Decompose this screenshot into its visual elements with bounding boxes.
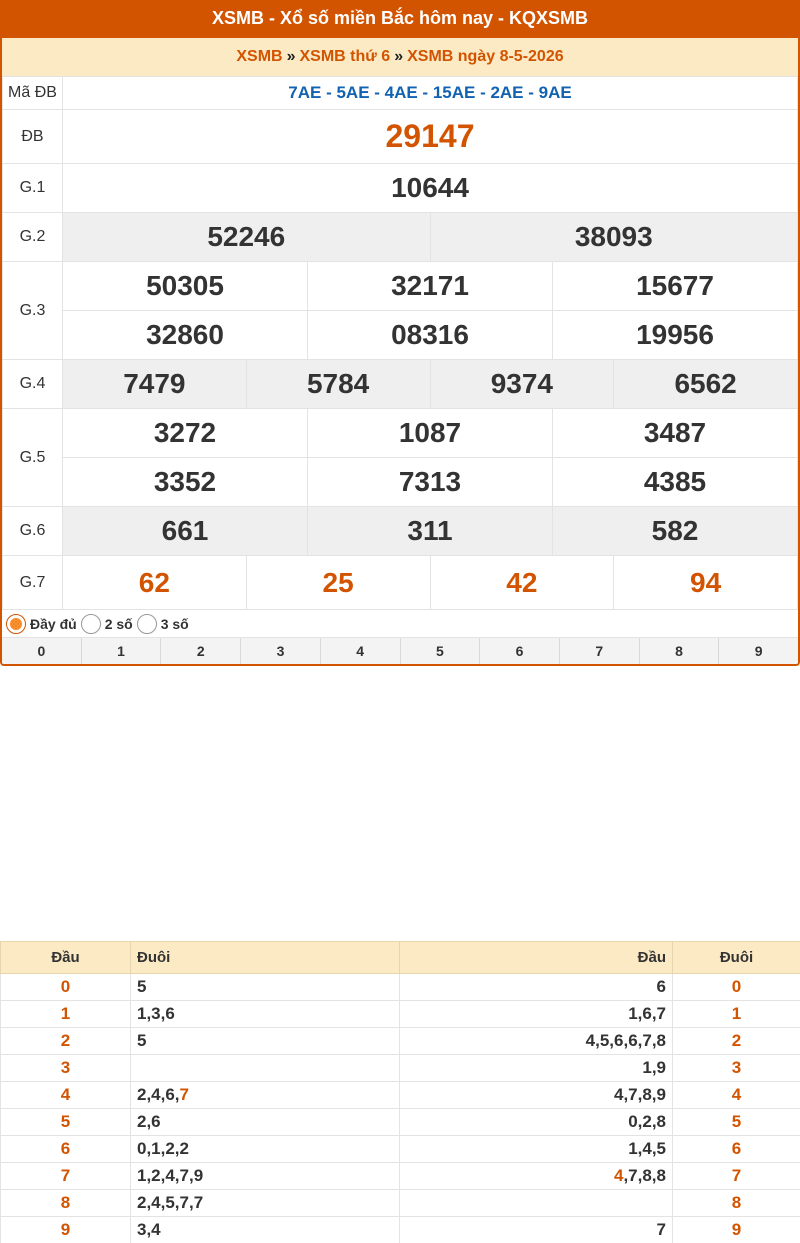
loto-tail-digit: 2 xyxy=(673,1028,800,1055)
loto-tail-digit: 7 xyxy=(673,1163,800,1190)
digit-filter-7[interactable]: 7 xyxy=(560,638,640,665)
g5-label: G.5 xyxy=(3,409,63,507)
g3-number: 15677 xyxy=(553,262,798,311)
g7-label: G.7 xyxy=(3,556,63,610)
loto-header-duoi: Đuôi xyxy=(673,942,800,974)
madb-value: 7AE - 5AE - 4AE - 15AE - 2AE - 9AE xyxy=(63,77,798,110)
digit-filter-4[interactable]: 4 xyxy=(321,638,401,665)
digit-filter-2[interactable]: 2 xyxy=(161,638,241,665)
option-full-label: Đầy đủ xyxy=(30,615,77,632)
db-number: 29147 xyxy=(63,110,798,164)
loto-tails: 5 xyxy=(131,1028,400,1055)
loto-head-digit: 2 xyxy=(1,1028,131,1055)
loto-tail-digit: 3 xyxy=(673,1055,800,1082)
g3-number: 19956 xyxy=(553,311,798,360)
loto-header-dau: Đầu xyxy=(400,942,673,974)
loto-tails: 0,1,2,2 xyxy=(131,1136,400,1163)
g5-number: 4385 xyxy=(553,458,798,507)
breadcrumb-link-date[interactable]: XSMB ngày 8-5-2026 xyxy=(407,48,564,65)
digit-filter-3[interactable]: 3 xyxy=(241,638,321,665)
radio-full[interactable] xyxy=(6,614,26,634)
radio-two-digits[interactable] xyxy=(81,614,101,634)
g1-label: G.1 xyxy=(3,164,63,213)
row-g3 xyxy=(3,262,798,311)
g3-label: G.3 xyxy=(3,262,63,360)
table-row xyxy=(1,1028,800,1055)
loto-heads xyxy=(400,1190,673,1217)
table-row xyxy=(1,1136,800,1163)
digit-filter-9[interactable]: 9 xyxy=(754,643,763,659)
g4-number: 5784 xyxy=(246,360,430,409)
radio-three-digits[interactable] xyxy=(137,614,157,634)
loto-head-digit: 0 xyxy=(1,974,131,1001)
loto-tails-text: 2,4,6, xyxy=(137,1085,180,1104)
loto-tails xyxy=(131,1055,400,1082)
loto-header-dau: Đầu xyxy=(1,942,131,974)
page-title: XSMB - Xổ số miền Bắc hôm nay - KQXSMB xyxy=(2,0,798,38)
loto-tails xyxy=(131,1082,400,1109)
g2-label: G.2 xyxy=(3,213,63,262)
table-row xyxy=(1,1055,800,1082)
g7-number: 94 xyxy=(614,556,798,610)
loto-tails: 2,4,5,7,7 xyxy=(131,1190,400,1217)
g5-number: 1087 xyxy=(308,409,553,458)
digit-filter-6[interactable]: 6 xyxy=(480,638,560,665)
option-two-digits-label: 2 số xyxy=(104,615,133,632)
row-madb xyxy=(3,77,798,110)
table-row xyxy=(1,1217,800,1243)
loto-heads: 1,6,7 xyxy=(400,1001,673,1028)
row-g5-b xyxy=(3,458,798,507)
db-label: ĐB xyxy=(3,110,63,164)
row-g5 xyxy=(3,409,798,458)
digit-filter-1[interactable]: 1 xyxy=(82,638,162,665)
loto-heads: 4,5,6,6,7,8 xyxy=(400,1028,673,1055)
madb-label: Mã ĐB xyxy=(3,77,63,110)
loto-tails: 1,2,4,7,9 xyxy=(131,1163,400,1190)
loto-heads-text: ,7,8,8 xyxy=(623,1166,666,1185)
loto-heads: 4,7,8,9 xyxy=(400,1082,673,1109)
loto-head-digit: 1 xyxy=(1,1001,131,1028)
loto-tail-digit: 8 xyxy=(673,1190,800,1217)
loto-tail-digit: 1 xyxy=(673,1001,800,1028)
loto-head-digit: 5 xyxy=(1,1109,131,1136)
g7-number: 62 xyxy=(63,556,247,610)
loto-heads: 7 xyxy=(400,1217,673,1243)
row-g2 xyxy=(3,213,798,262)
row-g7 xyxy=(3,556,798,610)
loto-head-digit: 8 xyxy=(1,1190,131,1217)
loto-heads: 6 xyxy=(400,974,673,1001)
g6-number: 582 xyxy=(553,507,798,556)
breadcrumb-separator: » xyxy=(394,48,404,65)
row-g3-b xyxy=(3,311,798,360)
option-two-digits[interactable] xyxy=(81,614,133,634)
loto-head-digit: 6 xyxy=(1,1136,131,1163)
digit-filter-8[interactable]: 8 xyxy=(640,638,720,665)
row-g6 xyxy=(3,507,798,556)
digit-filter-0[interactable]: 0 xyxy=(2,638,82,665)
g6-number: 311 xyxy=(308,507,553,556)
option-three-digits[interactable] xyxy=(137,614,189,634)
table-row xyxy=(1,974,800,1001)
digit-filter-bar xyxy=(2,638,798,665)
table-row xyxy=(1,1082,800,1109)
loto-head-digit: 9 xyxy=(1,1217,131,1243)
loto-heads: 1,4,5 xyxy=(400,1136,673,1163)
loto-tail-digit: 5 xyxy=(673,1109,800,1136)
g4-label: G.4 xyxy=(3,360,63,409)
g7-number: 42 xyxy=(430,556,614,610)
g2-number: 38093 xyxy=(430,213,798,262)
loto-tail-digit: 4 xyxy=(673,1082,800,1109)
g5-number: 3487 xyxy=(553,409,798,458)
loto-head-digit: 3 xyxy=(1,1055,131,1082)
loto-tail-digit: 9 xyxy=(673,1217,800,1243)
loto-head-digit: 7 xyxy=(1,1163,131,1190)
g3-number: 50305 xyxy=(63,262,308,311)
digit-filter-5[interactable]: 5 xyxy=(401,638,481,665)
table-row xyxy=(1,1001,800,1028)
loto-table xyxy=(0,941,800,1243)
option-full[interactable] xyxy=(6,614,77,634)
row-g1 xyxy=(3,164,798,213)
g4-number: 7479 xyxy=(63,360,247,409)
g6-number: 661 xyxy=(63,507,308,556)
loto-tails-highlight: 7 xyxy=(179,1085,190,1104)
breadcrumb-link-weekday[interactable]: XSMB thứ 6 xyxy=(299,48,391,65)
loto-heads: 1,9 xyxy=(400,1055,673,1082)
g2-number: 52246 xyxy=(63,213,431,262)
table-row xyxy=(1,1163,800,1190)
g5-number: 7313 xyxy=(308,458,553,507)
display-options xyxy=(2,610,798,638)
loto-head-digit: 4 xyxy=(1,1082,131,1109)
g6-label: G.6 xyxy=(3,507,63,556)
g3-number: 32171 xyxy=(308,262,553,311)
loto-tails: 2,6 xyxy=(131,1109,400,1136)
g1-number: 10644 xyxy=(63,164,798,213)
row-db xyxy=(3,110,798,164)
breadcrumb-link-xsmb[interactable]: XSMB xyxy=(236,48,283,65)
loto-tail-digit: 6 xyxy=(673,1136,800,1163)
option-three-digits-label: 3 số xyxy=(160,615,189,632)
loto-header-duoi: Đuôi xyxy=(131,942,400,974)
g4-number: 9374 xyxy=(430,360,614,409)
breadcrumb-separator: » xyxy=(286,48,296,65)
table-row xyxy=(1,1190,800,1217)
g4-number: 6562 xyxy=(614,360,798,409)
table-row xyxy=(1,1109,800,1136)
loto-header-row xyxy=(1,942,800,974)
g3-number: 32860 xyxy=(63,311,308,360)
loto-tail-digit: 0 xyxy=(673,974,800,1001)
results-table xyxy=(2,76,798,610)
loto-tails: 3,4 xyxy=(131,1217,400,1243)
g3-number: 08316 xyxy=(308,311,553,360)
loto-heads xyxy=(400,1163,673,1190)
row-g4 xyxy=(3,360,798,409)
g5-number: 3272 xyxy=(63,409,308,458)
g5-number: 3352 xyxy=(63,458,308,507)
g7-number: 25 xyxy=(246,556,430,610)
loto-heads: 0,2,8 xyxy=(400,1109,673,1136)
loto-heads-highlight: 4 xyxy=(613,1166,624,1185)
loto-tails: 1,3,6 xyxy=(131,1001,400,1028)
breadcrumb xyxy=(2,38,798,76)
loto-tails: 5 xyxy=(131,974,400,1001)
